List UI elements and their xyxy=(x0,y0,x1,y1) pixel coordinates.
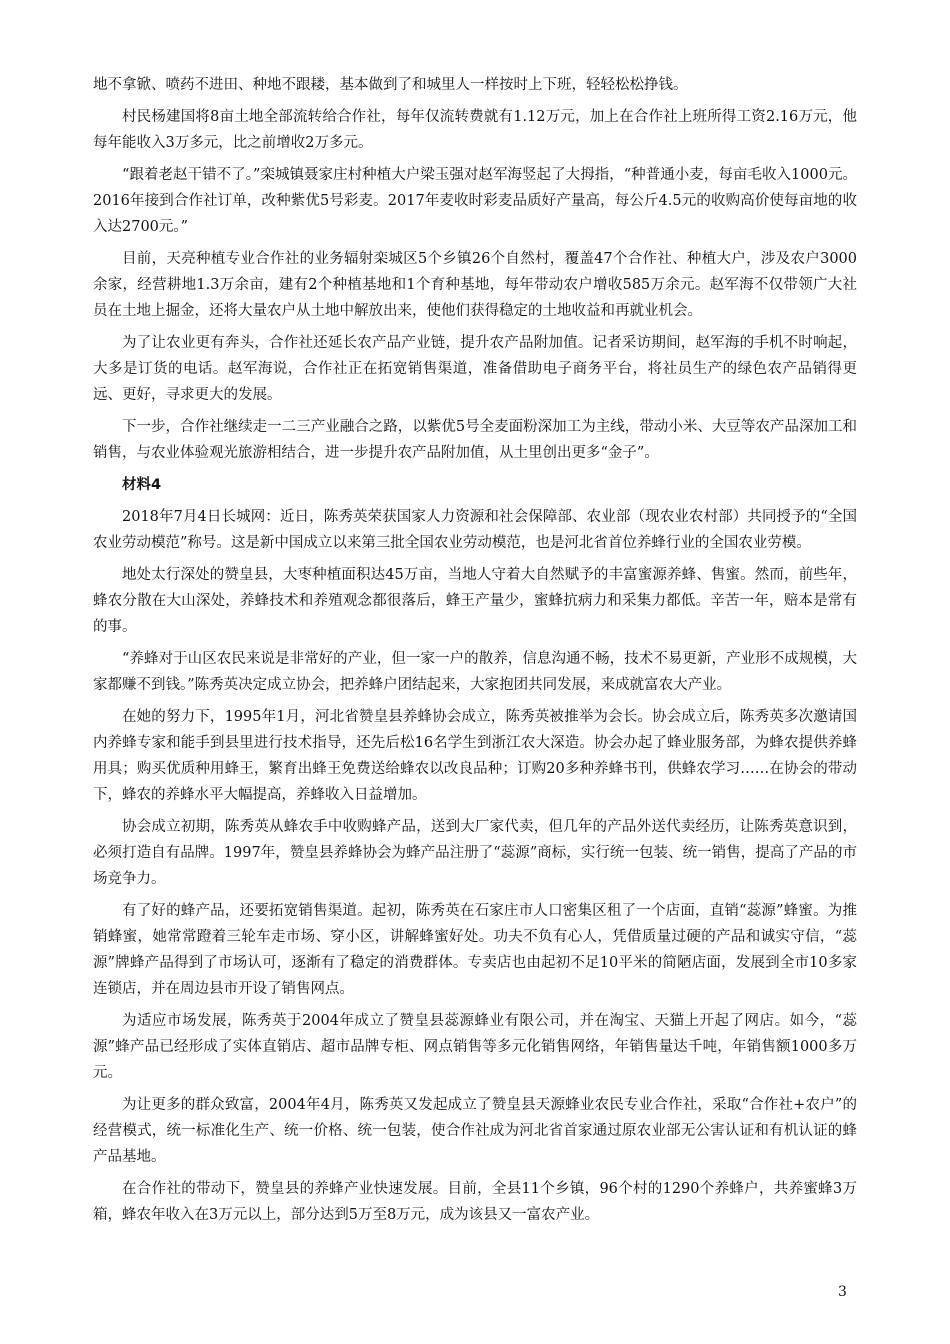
paragraph-award-news: 2018年7月4日长城网：近日，陈秀英荣获国家人力资源和社会保障部、农业部（现农业农村部）共同授予的“全国农业劳动模范”称号。这是新中国成立以来第三批全国农业劳动模范，也是河北省首位养蜂行业的全国农业劳模。 xyxy=(93,509,857,551)
paragraph-industry-results: 在合作社的带动下，赞皇县的养蜂产业快速发展。目前，全县11个乡镇，96个村的1290个养蜂户，共养蜜蜂3万箱，蜂农年收入在3万元以上，部分达到5万至8万元，成为该县又一富农产业。 xyxy=(93,1181,857,1223)
paragraph-cooperative-scope: 目前，天亮种植专业合作社的业务辐射栾城区5个乡镇26个自然村，覆盖47个合作社、种植大户，涉及农户3000余家，经营耕地1.3万余亩，建有2个种植基地和1个育种基地，每年带动农户增收585万余元。赵军海不仅带领广大社员在土地上掘金，还将大量农户从土地中解放出来，使他们获得稳定的土地收益和再就业机会。 xyxy=(93,251,857,319)
paragraph-association-founding: 在她的努力下，1995年1月，河北省赞皇县养蜂协会成立，陈秀英被推举为会长。协会成立后，陈秀英多次邀请国内养蜂专家和能手到县里进行技术指导，还先后松16名学生到浙江农大深造。协会办起了蜂业服务部，为蜂农提供养蜂用具；购买优质种用蜂王，繁育出蜂王免费送给蜂农以改良品种；订购20多种养蜂书刊，供蜂农学习……在协会的带动下，蜂农的养蜂水平大幅提高，养蜂收入日益增加。 xyxy=(93,709,857,803)
paragraph-brand-registration: 协会成立初期，陈秀英从蜂农手中收购蜂产品，送到大厂家代卖，但几年的产品外送代卖经历，让陈秀英意识到，必须打造自有品牌。1997年，赞皇县养蜂协会为蜂产品注册了“蕊源”商标，实行统一包装、统一销售，提高了产品的市场竞争力。 xyxy=(93,819,857,887)
page-number: 3 xyxy=(838,1284,847,1300)
paragraph-continuation: 地不拿锨、喷药不进田、种地不跟耧，基本做到了和城里人一样按时上下班，轻轻松松挣钱。 xyxy=(93,77,688,93)
paragraph-sales-channels: 有了好的蜂产品，还要拓宽销售渠道。起初，陈秀英在石家庄市人口密集区租了一个店面，直销“蕊源”蜂蜜。为推销蜂蜜，她常常蹬着三轮车走市场、穿小区，讲解蜂蜜好处。功夫不负有心人，凭借质量过硬的产品和诚实守信，“蕊源”牌蜂产品得到了市场认可，逐渐有了稳定的消费群体。专卖店也由起初不足10平米的简陋店面，发展到全市10多家连锁店，并在周边县市开设了销售网点。 xyxy=(93,903,857,997)
body-text xyxy=(93,72,857,1234)
paragraph-liang-yuqiang-quote: “跟着老赵干错不了。”栾城镇聂家庄村种植大户梁玉强对赵军海竖起了大拇指，“种普通小麦，每亩毛收入1000元。2016年接到合作社订单，改种紫优5号彩麦。2017年麦收时彩麦品质好产量高，每公斤4.5元的收购高价使每亩地的收入达2700元。” xyxy=(93,167,857,235)
section-heading-material-4: 材料4 xyxy=(122,477,162,493)
paragraph-company-founding: 为适应市场发展，陈秀英于2004年成立了赞皇县蕊源蜂业有限公司，并在淘宝、天猫上开起了网店。如今，“蕊源”蜂产品已经形成了实体直销店、超市品牌专柜、网点销售等多元化销售网络，年销售量达千吨，年销售额1000多万元。 xyxy=(93,1013,857,1081)
paragraph-next-step: 下一步，合作社继续走一二三产业融合之路，以紫优5号全麦面粉深加工为主线，带动小米、大豆等农产品深加工和销售，与农业体验观光旅游相结合，进一步提升农产品附加值，从土里创出更多“金子”。 xyxy=(93,419,857,461)
paragraph-zanhuang-background: 地处太行深处的赞皇县，大枣种植面积达45万亩，当地人守着大自然赋予的丰富蜜源养蜂、售蜜。然而，前些年，蜂农分散在大山深处，养蜂技术和养殖观念都很落后，蜂王产量少，蜜蜂抗病力和采集力都低。辛苦一年，赔本是常有的事。 xyxy=(93,567,857,635)
paragraph-association-quote: “养蜂对于山区农民来说是非常好的产业，但一家一户的散养，信息沟通不畅，技术不易更新，产业形不成规模，大家都赚不到钱。”陈秀英决定成立协会，把养蜂户团结起来，大家抱团共同发展，来成就富农大产业。 xyxy=(93,651,857,693)
paragraph-yang-jianguo: 村民杨建国将8亩土地全部流转给合作社，每年仅流转费就有1.12万元，加上在合作社上班所得工资2.16万元，他每年能收入3万多元，比之前增收2万多元。 xyxy=(93,109,857,151)
paragraph-cooperative-founding: 为让更多的群众致富，2004年4月，陈秀英又发起成立了赞皇县天源蜂业农民专业合作社，采取“合作社+农户”的经营模式，统一标准化生产、统一价格、统一包装，使合作社成为河北省首家通过原农业部无公害认证和有机认证的蜂产品基地。 xyxy=(93,1097,857,1165)
paragraph-industry-chain: 为了让农业更有奔头，合作社还延长农产品产业链，提升农产品附加值。记者采访期间，赵军海的手机不时响起，大多是订货的电话。赵军海说，合作社正在拓宽销售渠道，准备借助电子商务平台，将社员生产的绿色农产品销得更远、更好，寻求更大的发展。 xyxy=(93,335,857,403)
